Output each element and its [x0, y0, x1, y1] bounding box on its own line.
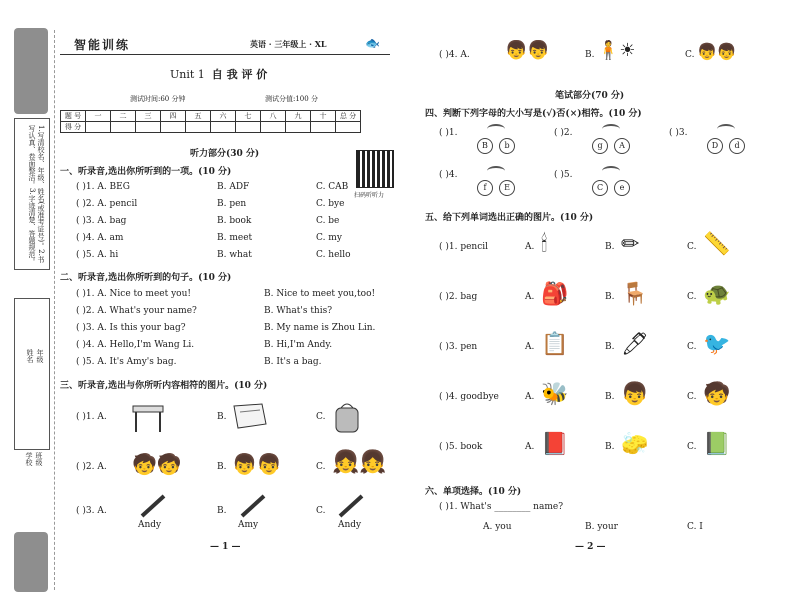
sec1-item: [60, 216, 400, 232]
cherry-stem-icon: [717, 124, 735, 134]
sec2-item: [60, 306, 400, 322]
listening-section-title: 听力部分(30 分): [190, 149, 260, 159]
sec4-item: [425, 124, 535, 164]
sec6-question: ( )1. What's ________ name?: [439, 502, 564, 512]
sec5-c: C.: [687, 292, 697, 302]
sec6-option-b: B. your: [585, 522, 618, 532]
cherry-letter-left: C: [592, 180, 608, 196]
sec2-item: [60, 357, 400, 373]
qr-caption: 扫码听听力: [354, 192, 385, 199]
section6-title: 六、单项选择。(10 分): [425, 487, 522, 497]
notebook-picture: 📗: [703, 432, 731, 457]
sec3-row-2-b: B.: [217, 462, 227, 472]
sec5-item: [425, 326, 795, 374]
sec5-item: [425, 426, 795, 474]
sec4-item: [540, 124, 650, 164]
pencil-picture-c: [338, 494, 364, 518]
sec1-item: [60, 233, 400, 249]
sec1-option-c: C. CAB: [316, 182, 349, 192]
score-blank-cell: [161, 122, 186, 133]
sec5-word: ( )2. bag: [439, 292, 478, 302]
sec5-c: C.: [687, 342, 697, 352]
sec1-option-c: C. my: [316, 233, 342, 243]
unit-heading: [170, 66, 267, 82]
binding-note: 1.写清校名、年级、姓名(或准考证号)。2.书写认真、卷面整洁。3.字迹清楚、答题规范。: [28, 125, 45, 265]
grade-label: 年级: [36, 349, 44, 363]
sec5-c: C.: [687, 242, 697, 252]
sec5-a: A.: [525, 242, 535, 252]
name-label: 姓名: [26, 349, 34, 363]
sec5-a: A.: [525, 392, 535, 402]
sec5-word: ( )3. pen: [439, 342, 478, 352]
score-header-cell: 十: [311, 111, 336, 122]
cherry-letter-left: B: [477, 138, 493, 154]
sec4-label: ( )2.: [554, 128, 573, 138]
sec5-item: [425, 226, 795, 274]
score-blank-cell: [236, 122, 261, 133]
pencil-picture-b: [240, 494, 266, 518]
cherry-letter-right: d: [729, 138, 745, 154]
sec1-option-b: B. what: [217, 250, 252, 260]
q4-b: B.: [585, 50, 595, 60]
section2-title: 二、听录音,选出你所听到的句子。(10 分): [60, 273, 232, 283]
score-blank-cell: [261, 122, 286, 133]
sec1-option-b: B. meet: [217, 233, 253, 243]
sec4-item: [655, 124, 765, 164]
sec3-row-1-c: C.: [316, 412, 326, 422]
score-blank-cell: [286, 122, 311, 133]
sec1-option-a: ( )1. A. BEG: [76, 182, 130, 192]
score-blank-cell: [211, 122, 236, 133]
full-score: 测试分值:100 分: [265, 95, 318, 103]
score-blank-cell: [311, 122, 336, 133]
sec3-row-3-b: B.: [217, 506, 227, 516]
sec5-b: B.: [605, 242, 615, 252]
test-time: 测试时间:60 分钟: [130, 95, 186, 103]
kids-picture-a: 👦👦: [505, 40, 550, 61]
score-header-cell: 四: [161, 111, 186, 122]
score-header-cell: 九: [286, 111, 311, 122]
sec5-b: B.: [605, 392, 615, 402]
left-page: [60, 0, 400, 601]
sec4-item: [425, 166, 535, 206]
cut-line: [54, 30, 55, 590]
sec4-item: [540, 166, 650, 206]
kids-picture: 👦: [621, 382, 649, 407]
sec2-option-a: ( )2. A. What's your name?: [76, 306, 197, 316]
sec2-option-a: ( )3. A. Is this your bag?: [76, 323, 186, 333]
sec6-option-a: A. you: [483, 522, 512, 532]
sec1-item: [60, 250, 400, 266]
score-blank-cell: [86, 122, 111, 133]
section4-title: 四、判断下列字母的大小写是(√)否(×)相符。(10 分): [425, 109, 642, 119]
binding-info-box: [14, 298, 50, 450]
cherry-letter-left: D: [707, 138, 723, 154]
sec6-option-c: C. I: [687, 522, 703, 532]
binding-strip-top: [14, 28, 48, 114]
score-blank-cell: [336, 122, 361, 133]
sec5-item: [425, 376, 795, 424]
sec5-a: A.: [525, 342, 535, 352]
sec1-option-b: B. book: [217, 216, 252, 226]
sec2-option-b: B. It's a bag.: [264, 357, 322, 367]
sec1-option-b: B. ADF: [217, 182, 250, 192]
candle-picture: 🕯: [541, 232, 548, 257]
cherry-letter-right: b: [499, 138, 515, 154]
sec5-word: ( )5. book: [439, 442, 483, 452]
sec3-name-b: Amy: [238, 520, 259, 530]
sec2-option-a: ( )4. A. Hello,I'm Wang Li.: [76, 340, 195, 350]
section1-title: 一、听录音,选出你所听到的一项。(10 分): [60, 167, 232, 177]
sec1-option-c: C. bye: [316, 199, 345, 209]
cherry-stem-icon: [602, 124, 620, 134]
left-page-number: — 1 —: [210, 542, 241, 552]
cherry-stem-icon: [602, 166, 620, 176]
sec2-option-a: ( )5. A. It's Amy's bag.: [76, 357, 177, 367]
section5-title: 五、给下列单词选出正确的图片。(10 分): [425, 213, 594, 223]
class-label: 班级: [35, 452, 43, 466]
binding-strip-bottom: [14, 532, 48, 592]
sec5-a: A.: [525, 442, 535, 452]
bag-picture: [332, 400, 362, 434]
right-page: [425, 0, 795, 601]
sec2-item: [60, 323, 400, 339]
score-header-cell: 二: [111, 111, 136, 122]
sec5-a: A.: [525, 292, 535, 302]
sec3-row-3-label: ( )3. A.: [76, 506, 107, 516]
cherry-letter-right: e: [614, 180, 630, 196]
sec5-b: B.: [605, 342, 615, 352]
pen-picture: 🖊: [621, 332, 649, 357]
score-header-cell: 六: [211, 111, 236, 122]
sec5-b: B.: [605, 292, 615, 302]
sec4-label: ( )5.: [554, 170, 573, 180]
sec2-option-b: B. What's this?: [264, 306, 333, 316]
cherry-letter-right: A: [614, 138, 630, 154]
turtle-picture: 🐢: [703, 282, 731, 307]
cherry-stem-icon: [487, 124, 505, 134]
score-table-score-row: [61, 122, 361, 133]
header-bar: [60, 36, 390, 55]
score-blank-cell: [111, 122, 136, 133]
sec5-word: ( )1. pencil: [439, 242, 489, 252]
man-sun-picture: 🧍☀: [597, 40, 636, 61]
q4-label: ( )4. A.: [439, 50, 470, 60]
score-row-label: 得 分: [61, 122, 86, 133]
sec1-option-b: B. pen: [217, 199, 247, 209]
pencil-picture: ✏: [621, 232, 640, 257]
sec5-c: C.: [687, 392, 697, 402]
section3-title: 三、听录音,选出与你所听内容相符的图片。(10 分): [60, 381, 268, 391]
bees-picture: 🐝: [541, 382, 569, 407]
eraser-picture: 🧽: [621, 432, 649, 457]
score-table-header-row: [61, 111, 361, 122]
unit-number: Unit 1: [170, 68, 205, 81]
bag-picture: 🎒: [541, 282, 569, 307]
bird-picture: 🐦: [703, 332, 731, 357]
score-blank-cell: [186, 122, 211, 133]
cherry-stem-icon: [487, 166, 505, 176]
score-header-cell: 总 分: [336, 111, 361, 122]
cherry-letter-left: f: [477, 180, 493, 196]
score-header-cell: 三: [136, 111, 161, 122]
school-label: 学校: [25, 452, 33, 466]
binding-school-box: [14, 448, 48, 528]
pencil-picture-a: [140, 494, 166, 518]
score-header-cell: 一: [86, 111, 111, 122]
fish-icon: 🐟: [365, 36, 380, 50]
unit-name: 自 我 评 价: [211, 68, 268, 81]
sec1-item: [60, 199, 400, 215]
sec5-b: B.: [605, 442, 615, 452]
sec5-word: ( )4. goodbye: [439, 392, 499, 402]
sec5-item: [425, 276, 795, 324]
q4-c: C.: [685, 50, 695, 60]
sec3-row-2: [60, 450, 400, 496]
subject-label: 英语 · 三年级上 · XL: [250, 39, 327, 49]
board-picture: 📋: [541, 332, 569, 357]
brand-title: 智能训练: [74, 38, 131, 52]
sec1-option-a: ( )2. A. pencil: [76, 199, 138, 209]
kids-meeting-picture: 👦👦: [232, 452, 282, 476]
sec3-row-1-b: B.: [217, 412, 227, 422]
ruler-picture: 📏: [703, 232, 731, 257]
girls-picture: 👧👧: [332, 450, 387, 475]
kids-greeting-picture: 🧒🧒: [132, 452, 182, 476]
sec4-label: ( )4.: [439, 170, 458, 180]
sec3-row-1: [60, 400, 400, 446]
sec4-label: ( )1.: [439, 128, 458, 138]
sec2-option-b: B. Nice to meet you,too!: [264, 289, 376, 299]
score-header-cell: 八: [261, 111, 286, 122]
score-header-cell: 五: [186, 111, 211, 122]
desk-picture: 🪑: [621, 282, 649, 307]
cherry-letter-left: g: [592, 138, 608, 154]
desk-picture: [130, 400, 166, 434]
binding-note-box: [14, 118, 50, 270]
sec2-item: [60, 289, 400, 305]
sec3-row-1-label: ( )1. A.: [76, 412, 107, 422]
sec2-option-a: ( )1. A. Nice to meet you!: [76, 289, 192, 299]
book-picture: [232, 402, 268, 430]
book-picture: 📕: [541, 432, 569, 457]
sec3-row-2-c: C.: [316, 462, 326, 472]
score-header-cell: 七: [236, 111, 261, 122]
sec5-c: C.: [687, 442, 697, 452]
sec1-option-a: ( )4. A. am: [76, 233, 124, 243]
cherry-letter-right: E: [499, 180, 515, 196]
kids-picture-c: 👦👦: [697, 42, 737, 61]
score-blank-cell: [136, 122, 161, 133]
kids-wave-picture: 🧒: [703, 382, 731, 407]
sec1-option-c: C. hello: [316, 250, 351, 260]
sec4-label: ( )3.: [669, 128, 688, 138]
score-table: [60, 110, 361, 133]
right-page-number: — 2 —: [575, 542, 606, 552]
sec2-option-b: B. My name is Zhou Lin.: [264, 323, 376, 333]
sec3-row-3-c: C.: [316, 506, 326, 516]
sec3-name-a: Andy: [138, 520, 162, 530]
sec1-item: [60, 182, 400, 198]
sec1-option-a: ( )3. A. bag: [76, 216, 127, 226]
sec3-row-3: [60, 494, 400, 540]
sec3-name-c: Andy: [338, 520, 362, 530]
sec3-row-2-label: ( )2. A.: [76, 462, 107, 472]
sec2-item: [60, 340, 400, 356]
q4-row: [425, 40, 795, 80]
sec1-option-c: C. be: [316, 216, 340, 226]
sec2-option-b: B. Hi,I'm Andy.: [264, 340, 333, 350]
section4-list: [425, 124, 795, 204]
sec1-option-a: ( )5. A. hi: [76, 250, 119, 260]
written-section-title: 笔试部分(70 分): [555, 91, 625, 101]
score-header-cell: 题 号: [61, 111, 86, 122]
